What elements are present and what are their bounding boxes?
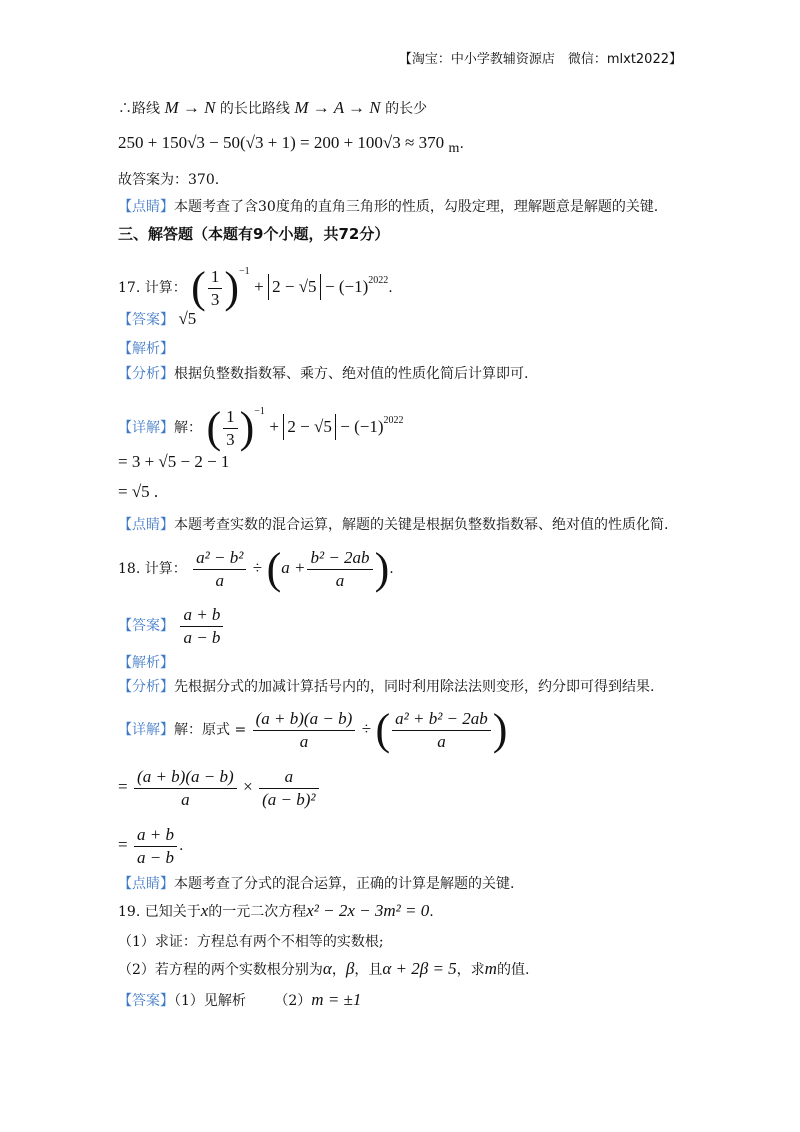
answer-value: √5 [178,309,197,328]
text-mid: 的长比路线 [219,101,290,117]
q17-step2: = √5 . [118,482,159,501]
fraction [208,266,223,311]
exponent: 2022 [383,415,404,426]
denominator: a [437,731,446,751]
denominator: 3 [226,429,235,449]
text-pre: （2）若方程的两个实数根分别为 [118,962,323,978]
question-18 [118,545,394,592]
math-expression: 250 + 150√3 − 50(√3 + 1) = 200 + 100√3 ≈ 370 [118,133,445,152]
detail-label: 解： [174,420,202,436]
page-header: 【淘宝：中小学教辅资源店 微信：mlxt2022】 [398,52,682,67]
tag-daan: 【答案】 [118,618,174,634]
fraction [307,547,372,592]
q18-step2 [118,822,183,869]
tag-dianjing: 【点睛】 [118,876,174,892]
math-term: a + [281,558,306,577]
numerator: a + b [134,824,177,847]
comment-text: 本题考查了分式的混合运算，正确的计算是解题的关键. [174,876,515,892]
fraction [193,547,246,592]
equals-sign: = [118,777,128,796]
q17-jiexi: 【解析】 [118,341,174,357]
math-alpha: α [322,959,332,978]
absolute-value: 2 − √5 [268,274,320,300]
fraction [134,766,237,811]
section-heading: 三、解答题（本题有9个小题，共72分） [118,225,390,243]
question-19 [118,901,434,922]
tag-fenxi: 【分析】 [118,366,174,382]
numerator: 1 [223,406,238,429]
question-label: 17. 计算： [118,280,187,296]
exponent: −1 [254,406,265,417]
fraction [180,604,223,649]
math-tail: − (−1) [340,417,384,436]
numerator: (a + b)(a − b) [134,766,237,789]
numerator: 1 [208,266,223,289]
fraction [392,708,491,753]
text-prefix: ∴路线 [118,101,160,117]
exponent: −1 [238,266,250,277]
text-end: 的值. [496,962,530,978]
denominator: a [299,731,309,751]
period: . [429,904,434,920]
denominator: a [181,789,190,809]
q17-fenxi [118,364,528,384]
calc-370-line [118,133,464,159]
math-condition: α + 2β = 5 [382,959,457,978]
period: . [389,561,394,577]
numerator: a² − b² [193,547,246,570]
denominator: a [215,570,224,590]
period: . [388,280,393,296]
comment-text: 本题考查实数的混合运算，解题的关键是根据负整数指数幂、绝对值的性质化简. [174,517,669,533]
text-suffix: 的长少 [385,101,428,117]
right-paren: ) [492,705,508,754]
tag-daan: 【答案】 [118,312,174,328]
numerator: a² + b² − 2ab [392,708,491,731]
numerator: b² − 2ab [307,547,372,570]
divide-sign: ÷ [361,719,372,738]
period: . [179,838,184,854]
question-17 [118,250,393,311]
tag-xiangjie: 【详解】 [118,420,174,436]
math-beta: β [345,959,355,978]
q17-comment [118,515,668,535]
left-paren: ( [206,403,222,452]
q19-part1: （1）求证：方程总有两个不相等的实数根; [118,934,384,950]
denominator: a − b [183,627,221,647]
answer-part2-label: （2） [274,993,312,1009]
answer-part1: （1）见解析 [174,993,246,1009]
tag-dianjing: 【点睛】 [118,199,174,215]
path-compare-line [118,98,427,119]
tag-xiangjie: 【详解】 [118,722,174,738]
q18-step1 [118,763,321,812]
comment-16 [118,197,658,217]
q18-comment [118,874,514,894]
fraction [134,824,177,869]
text-mid: 的一元二次方程 [208,904,307,920]
denominator: (a − b)² [262,789,316,809]
absolute-value: 2 − √5 [283,414,335,440]
question-label: 18. 计算： [118,561,187,577]
exponent: 2022 [368,275,389,286]
numerator: a [259,766,318,789]
q19-answer [118,990,361,1011]
q17-answer [118,309,196,330]
denominator: a − b [137,847,175,867]
unit-text: m [448,141,460,156]
q17-detail [118,390,404,451]
numerator: a + b [180,604,223,627]
tag-daan: 【答案】 [118,993,174,1009]
q18-detail [118,705,507,754]
equation: x² − 2x − 3m² = 0 [306,901,430,920]
right-paren: ) [224,263,239,312]
left-paren: ( [266,544,282,593]
q18-jiexi: 【解析】 [118,655,174,671]
text-mid: ，且 [354,962,383,978]
fenxi-text: 先根据分式的加减计算括号内的，同时利用除法法则变形，约分即可得到结果. [174,679,655,695]
math-var-x: x [200,901,209,920]
math-var-m: m [484,959,497,978]
comment-text: 本题考查了含30度角的直角三角形的性质，勾股定理，理解题意是解题的关键. [174,199,659,215]
fenxi-text: 根据负整数指数幂、乘方、绝对值的性质化简后计算即可. [174,366,529,382]
fraction [253,708,356,753]
times-sign: × [243,777,253,796]
q17-step1: = 3 + √5 − 2 − 1 [118,452,230,471]
plus-sign: + [254,277,264,296]
period: . [459,136,464,152]
fraction [259,766,318,811]
q18-fenxi [118,677,654,697]
equals-sign: = [118,835,128,854]
tag-dianjing: 【点睛】 [118,517,174,533]
numerator: (a + b)(a − b) [253,708,356,731]
math-tail: − (−1) [325,277,369,296]
tag-fenxi: 【分析】 [118,679,174,695]
math-path-mn: M → N [164,98,216,117]
separator: ， [331,962,346,978]
left-paren: ( [191,263,206,312]
q19-part2 [118,959,529,980]
detail-label: 解：原式 = [174,722,247,738]
answer-370: 故答案为：370. [118,172,220,188]
math-path-man: M → A → N [294,98,381,117]
left-paren: ( [375,705,391,754]
question-label: 19. 已知关于 [118,904,201,920]
right-paren: ) [239,403,255,452]
answer-value: m = ±1 [311,990,362,1009]
fraction [223,406,238,451]
divide-sign: ÷ [252,558,263,577]
denominator: 3 [210,289,220,309]
q18-answer [118,603,225,649]
right-paren: ) [374,544,390,593]
denominator: a [335,570,345,590]
plus-sign: + [269,417,279,436]
text-post: ，求 [456,962,485,978]
